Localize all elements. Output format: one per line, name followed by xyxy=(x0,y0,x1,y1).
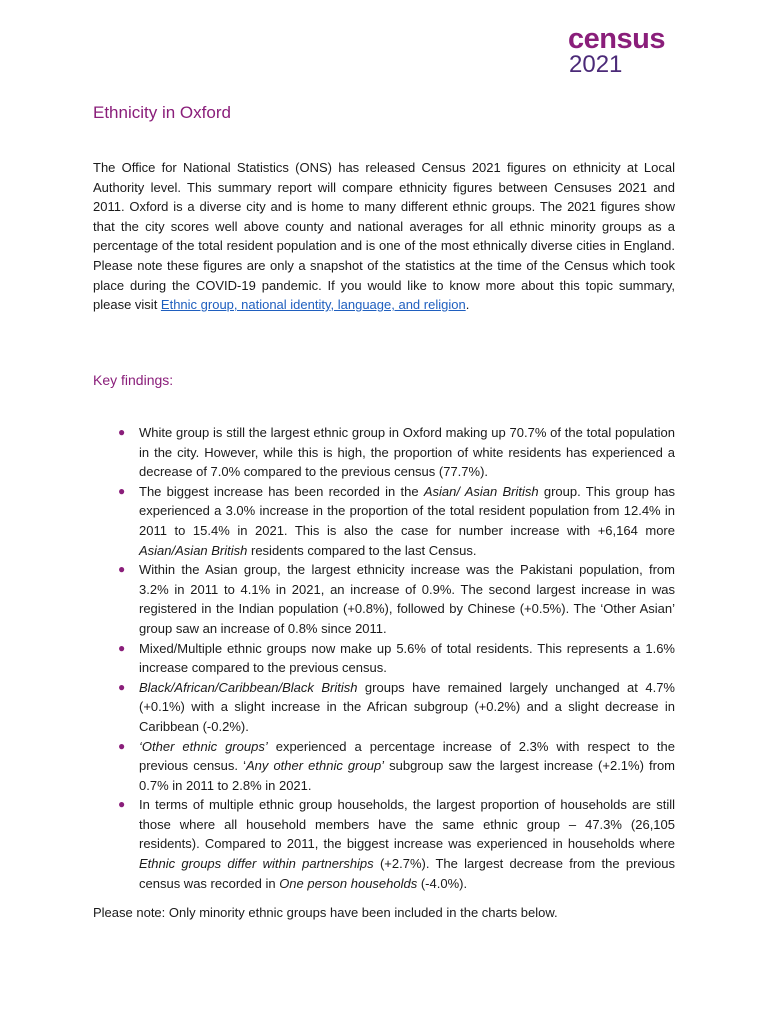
finding-emphasis: Asian/ Asian British xyxy=(423,483,539,499)
finding-item xyxy=(118,737,676,796)
finding-text: group. This group has experienced a 3.0% increase in the proportion of the total resident population from 12.4% in 2011 to 15.4% in 2021. This is also the case for number increase with +6,164 more xyxy=(139,483,676,538)
bullet-icon: ● xyxy=(118,562,126,577)
finding-emphasis: Asian/Asian British xyxy=(139,542,248,558)
finding-item xyxy=(118,795,675,893)
key-findings-heading: Key findings: xyxy=(93,372,174,388)
finding-text: In terms of multiple ethnic group households, the largest proportion of households are still those where all household members have the same ethnic group – 47.3% (26,105 residents). Compared to 2011, the biggest increase was experienced in households where xyxy=(139,797,675,852)
bullet-icon: ● xyxy=(118,679,126,694)
finding-text: (+2.7%). The largest decrease from the previous census was recorded in xyxy=(139,856,675,891)
finding-emphasis: Ethnic groups differ within partnerships xyxy=(139,856,374,872)
logo-word: census xyxy=(568,23,665,55)
bullet-icon: ● xyxy=(118,425,126,439)
intro-paragraph xyxy=(93,158,675,315)
intro-text: The Office for National Statistics (ONS) has released Census 2021 figures on ethnicity at Local Authority level. This summary report will compare ethnicity figures between Censuses 2021 and 2011. Oxford is a diverse city and is home to many different ethnic groups. The 2021 figures show that the city scores well above county and national averages for all ethnic minority groups as a percentage of the total resident population and is one of the most ethnically diverse cities in England. Please note these figures are only a snapshot of the statistics at the time of the Census which took place during the COVID-19 pandemic. If you would like to know more about this topic summary, please visit xyxy=(93,160,675,313)
finding-text: White group is still the largest ethnic group in Oxford making up 70.7% of the total population in the city. However, while this is high, the proportion of white residents has experienced a decrease of 7.0% compared to the previous census (77.7%). xyxy=(139,425,675,480)
finding-emphasis: ‘Other ethnic groups’ xyxy=(139,738,268,754)
page-title: Ethnicity in Oxford xyxy=(93,103,231,122)
finding-item xyxy=(118,678,675,737)
finding-text: residents compared to the last Census. xyxy=(247,542,477,558)
finding-item xyxy=(118,423,675,482)
finding-text: experienced a percentage increase of 2.3% with respect to the previous census. ‘ xyxy=(139,738,676,774)
finding-emphasis: Any other ethnic group’ xyxy=(245,758,385,774)
ethnic-group-topic-link[interactable]: Ethnic group, national identity, language, and religion xyxy=(160,297,466,313)
finding-text: groups have remained largely unchanged at 4.7% (+0.1%) with a slight increase in the African subgroup (+0.2%) and a slight decrease in Caribbean (-0.2%). xyxy=(139,679,675,734)
finding-emphasis: One person households xyxy=(279,875,418,891)
bullet-icon: ● xyxy=(118,797,126,812)
finding-text: Mixed/Multiple ethnic groups now make up 5.6% of total residents. This represents a 1.6% increase compared to the previous census. xyxy=(139,640,675,676)
finding-text: Within the Asian group, the largest ethnicity increase was the Pakistani population, from 3.2% in 2011 to 4.1% in 2021, an increase of 0.9%. The second largest increase in was registered in the Indian population (+0.8%), followed by Chinese (+0.5%). The ‘Other Asian’ group saw an increase of 0.8% since 2011. xyxy=(139,562,675,636)
finding-text: subgroup saw the largest increase (+2.1%) from 0.7% in 2011 to 2.8% in 2021. xyxy=(139,758,675,793)
census-2021-logo xyxy=(568,23,678,78)
bullet-icon: ● xyxy=(118,483,126,498)
finding-item xyxy=(118,560,675,638)
finding-text: The biggest increase has been recorded in the xyxy=(139,483,424,499)
logo-year: 2021 xyxy=(569,51,623,78)
key-findings-list xyxy=(118,423,676,893)
finding-item xyxy=(118,639,675,678)
charts-note: Please note: Only minority ethnic groups have been included in the charts below. xyxy=(93,905,558,920)
finding-item xyxy=(118,482,676,560)
intro-end: . xyxy=(465,297,470,313)
bullet-icon: ● xyxy=(118,640,126,655)
finding-text: (-4.0%). xyxy=(417,875,468,891)
finding-emphasis: Black/African/Caribbean/Black British xyxy=(139,679,358,695)
bullet-icon: ● xyxy=(118,738,126,753)
